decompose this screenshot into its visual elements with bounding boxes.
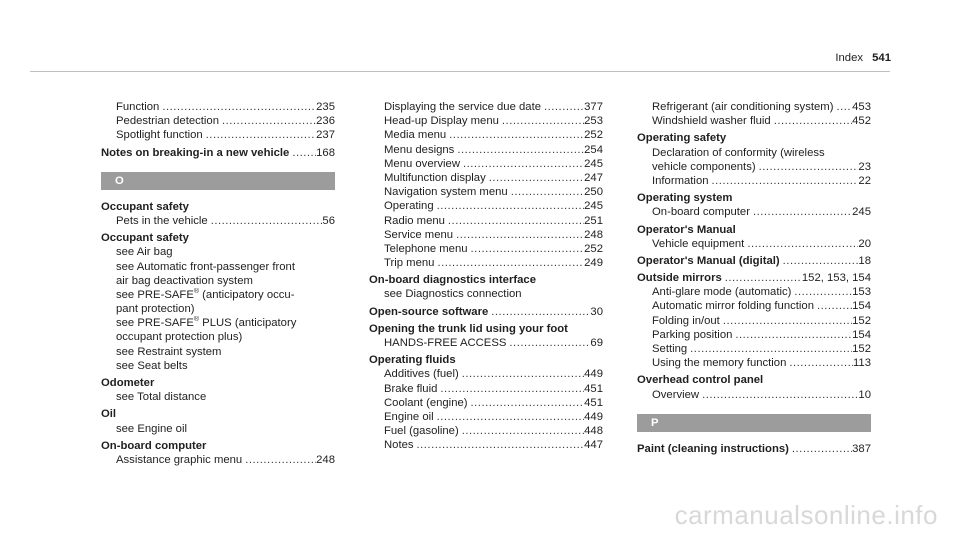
entry-label: see Diagnostics connection [384, 288, 522, 301]
index-entry [637, 191, 871, 205]
entry-label: Occupant safety [101, 200, 189, 213]
page-ref: 250 [584, 186, 603, 199]
index-entry [637, 373, 871, 387]
index-column-3 [637, 100, 871, 456]
page-ref: 451 [584, 396, 603, 409]
entry-label: Menu designs [384, 143, 455, 156]
entry-label: Additives (fuel) [384, 368, 459, 381]
dot-leader [709, 174, 859, 188]
entry-label: Trip menu [384, 257, 435, 270]
entry-label: Opening the trunk lid using your foot [369, 322, 568, 335]
index-subentry [637, 100, 871, 114]
entry-text [652, 285, 791, 299]
index-subentry [101, 330, 335, 344]
entry-text [637, 442, 789, 456]
index-subentry [369, 171, 603, 185]
dot-leader [434, 410, 585, 424]
entry-text [384, 157, 460, 171]
page-ref: 387 [852, 442, 871, 455]
index-entry [637, 254, 871, 268]
index-subentry [369, 287, 603, 301]
dot-leader [506, 336, 590, 350]
dot-leader [780, 254, 859, 268]
page-ref: 154 [852, 328, 871, 341]
entry-text [384, 185, 508, 199]
entry-label: HANDS-FREE ACCESS [384, 337, 507, 349]
dot-leader [744, 237, 858, 251]
index-subentry [101, 114, 335, 128]
entry-text [652, 147, 825, 159]
entry-text [384, 288, 522, 300]
entry-text [116, 303, 195, 315]
entry-label: see Restraint system [116, 345, 222, 358]
dot-leader [687, 342, 852, 356]
index-subentry [101, 359, 335, 373]
dot-leader [453, 228, 584, 242]
entry-label: Navigation system menu [384, 186, 508, 199]
registered-mark: ® [193, 288, 200, 296]
watermark: carmanualsonline.info [674, 500, 938, 530]
page-ref: 154 [852, 300, 871, 313]
entry-label: Menu overview [384, 157, 460, 170]
entry-text [116, 453, 242, 467]
dot-leader [159, 100, 316, 114]
entry-label: see Automatic front-passenger front [116, 260, 295, 273]
page-ref: 237 [316, 129, 335, 142]
entry-text [101, 408, 116, 420]
header-rule [30, 71, 890, 72]
page-ref: 245 [584, 200, 603, 213]
entry-label: On-board computer [652, 206, 750, 219]
index-subentry [101, 214, 335, 228]
entry-text [369, 354, 456, 366]
entry-label: Using the memory function [652, 357, 787, 370]
entry-text [637, 271, 722, 285]
page-ref: 448 [584, 425, 603, 438]
index-subentry [369, 410, 603, 424]
entry-text [384, 336, 506, 350]
entry-label: Paint (cleaning instructions) [637, 442, 789, 455]
entry-label: see Engine oil [116, 422, 187, 435]
page-ref: 113 [852, 357, 871, 370]
page-ref: 249 [584, 257, 603, 270]
entry-label: Coolant (engine) [384, 396, 468, 409]
entry-text [116, 317, 296, 329]
page-number: 541 [872, 52, 891, 64]
entry-text [369, 274, 536, 286]
entry-label: On-board computer [101, 439, 207, 452]
entry-label: Brake fluid [384, 382, 438, 395]
page-ref: 449 [584, 368, 603, 381]
page-ref: 235 [316, 101, 335, 113]
entry-text [384, 396, 468, 410]
entry-text [384, 438, 414, 452]
dot-leader [203, 128, 316, 142]
index-subentry [101, 422, 335, 436]
entry-text [101, 440, 206, 452]
entry-label-cont: (anticipatory occu- [199, 288, 295, 301]
index-subentry [101, 288, 335, 302]
index-subentry [369, 214, 603, 228]
page-ref: 451 [584, 382, 603, 395]
dot-leader [722, 271, 802, 285]
entry-text [384, 228, 453, 242]
index-subentry [369, 256, 603, 270]
dot-leader [732, 328, 852, 342]
index-entry [637, 442, 871, 456]
entry-label: Function [116, 101, 160, 113]
entry-label: Pedestrian detection [116, 115, 219, 128]
index-entry [101, 439, 335, 453]
page-ref: 248 [316, 453, 335, 466]
dot-leader [446, 128, 584, 142]
dot-leader [541, 100, 584, 114]
entry-text [384, 143, 454, 157]
entry-label: Overhead control panel [637, 374, 764, 387]
entry-text [116, 246, 173, 258]
index-column-2 [369, 100, 603, 453]
page-ref: 252 [584, 129, 603, 142]
page-ref: 56 [322, 214, 335, 227]
entry-label: Operator's Manual (digital) [637, 254, 780, 267]
page-ref: 253 [584, 115, 603, 128]
entry-text [637, 192, 732, 204]
index-subentry [101, 345, 335, 359]
index-subentry [369, 114, 603, 128]
entry-text [116, 214, 208, 228]
page-ref: 20 [858, 237, 871, 250]
entry-text [116, 275, 253, 287]
entry-text [637, 374, 763, 386]
entry-text [116, 391, 206, 403]
dot-leader [814, 299, 852, 313]
page-ref: 452 [852, 115, 871, 128]
index-subentry [637, 299, 871, 313]
page-ref: 254 [584, 143, 603, 156]
entry-text [101, 232, 189, 244]
entry-text [384, 410, 434, 424]
index-subentry [369, 396, 603, 410]
entry-text [116, 346, 221, 358]
dot-leader [460, 157, 584, 171]
page-ref: 152 [852, 343, 871, 355]
dot-leader [488, 305, 590, 319]
index-subentry [369, 185, 603, 199]
entry-text [116, 114, 219, 128]
entry-label: Open-source software [369, 305, 489, 318]
entry-text [369, 305, 488, 319]
index-subentry [637, 356, 871, 370]
entry-label: Media menu [384, 129, 447, 142]
index-entry [369, 273, 603, 287]
index-subentry [637, 114, 871, 128]
header-label: Index [835, 52, 863, 64]
page-ref: 252 [584, 242, 603, 255]
dot-leader [508, 185, 584, 199]
index-subentry [637, 205, 871, 219]
index-column-1 [101, 100, 335, 467]
entry-label: Operating safety [637, 132, 727, 145]
index-subentry [637, 160, 871, 174]
entry-text [384, 424, 459, 438]
entry-label: Radio menu [384, 214, 445, 227]
index-subentry [369, 128, 603, 142]
index-subentry [101, 274, 335, 288]
entry-label: Information [652, 174, 709, 187]
index-subentry [101, 390, 335, 404]
index-entry [369, 322, 603, 336]
entry-label: air bag deactivation system [116, 274, 253, 287]
entry-label: Refrigerant (air conditioning system) [652, 101, 834, 113]
page-ref: 18 [858, 254, 871, 267]
page-ref: 247 [584, 171, 603, 184]
index-entry [637, 271, 871, 285]
section-letter: O [101, 172, 335, 190]
entry-label: vehicle components) [652, 160, 756, 173]
index-entry [101, 376, 335, 390]
index-subentry [101, 100, 335, 114]
entry-text [384, 199, 434, 213]
dot-leader [434, 256, 584, 270]
index-subentry [637, 388, 871, 402]
entry-label: Setting [652, 343, 688, 355]
index-entry [369, 305, 603, 319]
index-entry [101, 407, 335, 421]
entry-text [369, 323, 568, 335]
dot-leader [208, 214, 323, 228]
entry-text [652, 299, 814, 313]
dot-leader [289, 146, 316, 160]
entry-text [384, 382, 437, 396]
entry-label: Spotlight function [116, 129, 203, 142]
entry-label: Notes [384, 439, 414, 452]
index-subentry [101, 260, 335, 274]
dot-leader [468, 396, 585, 410]
dot-leader [750, 205, 852, 219]
entry-text [652, 314, 720, 328]
entry-label: Operator's Manual [637, 223, 736, 236]
entry-label: Engine oil [384, 410, 434, 423]
index-subentry [369, 228, 603, 242]
entry-label: Odometer [101, 377, 155, 389]
index-subentry [101, 245, 335, 259]
page-ref: 23 [858, 160, 871, 173]
dot-leader [459, 424, 584, 438]
page-ref: 377 [584, 101, 603, 113]
index-subentry [101, 316, 335, 330]
entry-text [384, 367, 459, 381]
index-subentry [369, 367, 603, 381]
entry-label: Head-up Display menu [384, 115, 499, 128]
dot-leader [468, 242, 585, 256]
entry-label: Anti-glare mode (automatic) [652, 286, 792, 299]
entry-label: Windshield washer fluid [652, 115, 771, 128]
entry-label: Automatic mirror folding function [652, 300, 814, 313]
entry-text [384, 100, 541, 114]
index-entry [101, 200, 335, 214]
dot-leader [459, 367, 584, 381]
index-entry [369, 353, 603, 367]
entry-text [384, 114, 499, 128]
index-subentry [101, 453, 335, 467]
page-ref: 236 [316, 115, 335, 128]
entry-label: Occupant safety [101, 232, 189, 245]
index-subentry [369, 100, 603, 114]
entry-label: On-board diagnostics interface [369, 274, 536, 287]
page-ref: 245 [852, 206, 871, 219]
index-subentry [637, 342, 871, 356]
index-subentry [101, 128, 335, 142]
index-subentry [369, 199, 603, 213]
dot-leader [771, 114, 852, 128]
page-ref: 168 [316, 146, 335, 159]
index-entry [637, 223, 871, 237]
entry-label: Multifunction display [384, 171, 486, 184]
index-subentry [637, 285, 871, 299]
entry-text [384, 242, 468, 256]
entry-label: Declaration of conformity (wireless [652, 146, 825, 159]
page-ref: 248 [584, 228, 603, 241]
entry-text [652, 388, 699, 402]
entry-text [116, 360, 188, 372]
entry-text [637, 254, 780, 268]
entry-label: Oil [101, 408, 117, 421]
entry-label: Overview [652, 388, 700, 401]
entry-label: Displaying the service due date [384, 101, 541, 113]
index-entry [101, 146, 335, 160]
dot-leader [454, 143, 584, 157]
entry-label: see PRE-SAFE [116, 288, 194, 301]
dot-leader [445, 214, 584, 228]
entry-label: Telephone menu [384, 242, 468, 255]
index-subentry [101, 302, 335, 316]
entry-label: pant protection) [116, 303, 195, 316]
index-subentry [637, 328, 871, 342]
index-subentry [369, 336, 603, 350]
entry-text [116, 423, 187, 435]
entry-label: Pets in the vehicle [116, 214, 208, 227]
entry-text [101, 146, 289, 160]
dot-leader [219, 114, 316, 128]
index-subentry [369, 424, 603, 438]
dot-leader [786, 356, 853, 370]
entry-text [652, 237, 744, 251]
dot-leader [434, 199, 585, 213]
index-entry [637, 131, 871, 145]
entry-label: Vehicle equipment [652, 237, 745, 250]
index-subentry [369, 143, 603, 157]
entry-text [116, 128, 203, 142]
entry-label: see Seat belts [116, 359, 188, 372]
index-entry [101, 231, 335, 245]
entry-label: Parking position [652, 328, 733, 341]
index-subentry [369, 157, 603, 171]
dot-leader [242, 453, 316, 467]
page-ref: 30 [590, 305, 603, 318]
entry-label: see Air bag [116, 246, 173, 259]
entry-text [384, 128, 446, 142]
entry-label-cont: PLUS (anticipatory [199, 317, 297, 330]
entry-label: see PRE-SAFE [116, 317, 194, 330]
entry-text [384, 256, 434, 270]
index-subentry [637, 174, 871, 188]
entry-text [101, 377, 154, 389]
entry-text [116, 289, 294, 301]
entry-text [652, 174, 709, 188]
dot-leader [789, 442, 852, 456]
entry-label: Operating [384, 200, 434, 213]
entry-text [637, 132, 726, 144]
entry-label: Operating system [637, 192, 733, 205]
dot-leader [499, 114, 584, 128]
index-subentry [637, 237, 871, 251]
entry-text [652, 205, 750, 219]
entry-label: Notes on breaking-in a new vehicle [101, 146, 290, 159]
entry-text [652, 160, 756, 174]
registered-mark: ® [193, 316, 200, 324]
dot-leader [437, 382, 584, 396]
entry-text [101, 201, 189, 213]
page-ref: 447 [584, 439, 603, 452]
page-ref: 22 [858, 174, 871, 187]
page-ref: 153 [852, 286, 871, 299]
entry-text [637, 224, 736, 236]
entry-label: see Total distance [116, 391, 207, 404]
entry-text [384, 214, 445, 228]
index-subentry [369, 382, 603, 396]
section-letter: P [637, 414, 871, 432]
entry-label: Assistance graphic menu [116, 453, 243, 466]
page-ref: 152, 153, 154 [801, 272, 871, 285]
dot-leader [414, 438, 585, 452]
dot-leader [699, 388, 858, 402]
page-ref: 152 [852, 314, 871, 327]
entry-label: Operating fluids [369, 354, 456, 367]
entry-text [384, 171, 486, 185]
dot-leader [720, 314, 852, 328]
dot-leader [791, 285, 852, 299]
index-subentry [637, 146, 871, 160]
entry-text [652, 356, 786, 370]
page-header [835, 52, 891, 64]
dot-leader [756, 160, 859, 174]
entry-label: occupant protection plus) [116, 331, 243, 344]
page-ref: 10 [858, 388, 871, 401]
entry-text [116, 331, 242, 343]
index-subentry [369, 438, 603, 452]
index-subentry [369, 242, 603, 256]
dot-leader [486, 171, 584, 185]
entry-label: Service menu [384, 228, 454, 241]
page-ref: 245 [584, 157, 603, 170]
page-ref: 251 [584, 214, 603, 227]
index-subentry [637, 314, 871, 328]
entry-text [652, 100, 833, 114]
page-ref: 453 [852, 101, 871, 113]
entry-text [116, 261, 295, 273]
entry-label: Outside mirrors [637, 272, 722, 285]
page-ref: 449 [584, 410, 603, 423]
entry-text [652, 342, 687, 356]
page-ref: 69 [590, 337, 603, 349]
entry-label: Fuel (gasoline) [384, 425, 459, 438]
dot-leader [833, 100, 852, 114]
entry-text [652, 328, 732, 342]
entry-text [652, 114, 771, 128]
entry-label: Folding in/out [652, 314, 720, 327]
entry-text [116, 100, 159, 114]
